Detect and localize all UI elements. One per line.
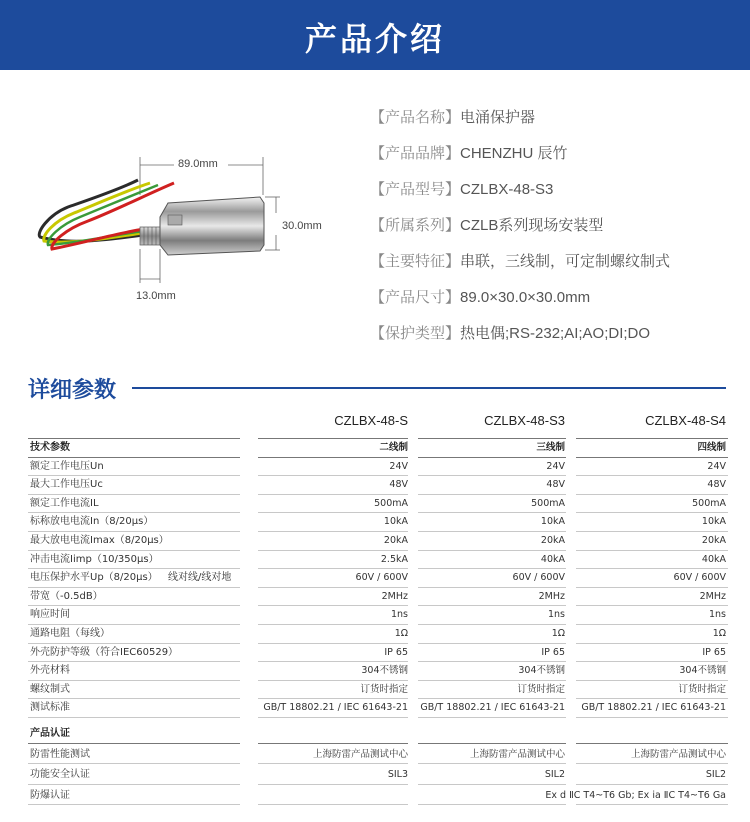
table-rule [28,743,240,744]
table-rule [258,804,408,805]
table-rule [418,743,566,744]
cell-model-3: GB/T 18802.21 / IEC 61643-21 [581,702,726,714]
cell-model-3: 304不锈钢 [679,665,726,677]
table-rule [418,763,566,764]
spec-brand: 【产品品牌】CHENZHU 辰竹 [370,145,568,162]
table-rule [576,743,728,744]
cell-model-2: 500mA [531,497,565,509]
cell-model-3: 40kA [701,553,726,565]
table-row [0,458,750,476]
table-rule [28,717,240,718]
cell-model-3: 20kA [701,535,726,546]
row-label: 响应时间 [30,609,70,621]
cell-model-1: 2MHz [381,590,408,602]
cell-model-2: 20kA [540,535,565,546]
table-row [0,644,750,662]
product-image [28,145,348,320]
cell-model-2: 24V [546,460,565,472]
spec-model: 【产品型号】CZLBX-48-S3 [370,181,554,198]
table-rule [28,763,240,764]
row-label: 最大放电电流Imax（8/20μs） [30,535,169,546]
table-rule [418,717,566,718]
table-row [0,766,750,784]
cell-model-1: 60V / 600V [355,572,408,584]
table-row [0,495,750,513]
cell-model-2: 1ns [547,609,565,621]
row-label: 产品认证 [30,728,70,739]
cell-model-1: 10kA [383,516,408,528]
table-rule [576,763,728,764]
height-dimension: 30.0mm [282,220,322,232]
row-label: 最大工作电压Uc [30,479,103,491]
cell-model-3: 48V [707,479,726,491]
table-row [0,569,750,587]
spec-size: 【产品尺寸】89.0×30.0×30.0mm [370,289,591,306]
row-label: 冲击电流Iimp（10/350μs） [30,553,159,565]
cell-model-2: GB/T 18802.21 / IEC 61643-21 [420,702,565,714]
table-rule [258,717,408,718]
cell-model-1: 20kA [383,535,408,546]
table-rule [576,804,728,805]
cell-model-1: 1Ω [394,628,408,639]
table-row [0,662,750,680]
table-row [0,699,750,717]
table-rule [28,804,240,805]
table-row [0,551,750,569]
cell-model-2: 1Ω [551,628,565,639]
row-label: 额定工作电压Un [30,460,104,472]
row-label: 外壳材料 [30,665,70,677]
cell-model-1: IP 65 [384,646,408,658]
model-header-1: CZLBX-48-S [334,413,408,428]
spec-series: 【所属系列】CZLB系列现场安装型 [370,217,604,234]
row-label: 标称放电电流In（8/20μs） [30,516,154,528]
model-header-2: CZLBX-48-S3 [484,413,565,428]
cell-model-1: 1ns [390,609,408,621]
cell-model-1: 2.5kA [380,553,408,565]
cell-model-1: GB/T 18802.21 / IEC 61643-21 [263,702,408,714]
row-label: 技术参数 [30,442,70,453]
row-label: 外壳防护等级（符合IEC60529） [30,646,179,658]
row-label: 通路电阻（每线） [30,628,110,639]
section-divider [132,387,726,389]
table-row [0,746,750,764]
row-label: 螺纹制式 [30,683,70,695]
cell-model-1: 304不锈钢 [361,665,408,677]
cell-model-3: 24V [707,460,726,472]
cell-model-3: Ex d ⅡC T4~T6 Gb; Ex ia ⅡC T4~T6 Ga [545,789,726,801]
header-banner [0,0,750,70]
table-row [0,625,750,643]
cell-model-2: 304不锈钢 [518,665,565,677]
table-row [0,606,750,624]
cell-model-2: IP 65 [541,646,565,658]
table-row [0,681,750,699]
row-label: 额定工作电流IL [30,497,99,509]
row-label: 带宽（-0.5dB） [30,590,103,602]
cell-model-1: 订货时指定 [360,683,408,695]
cell-model-1: 48V [389,479,408,491]
cell-model-3: 500mA [692,497,726,509]
table-rule [258,763,408,764]
table-rule [418,804,566,805]
spec-protection: 【保护类型】热电偶;RS-232;AI;AO;DI;DO [370,325,651,342]
cell-model-1: 二线制 [379,442,408,453]
cell-model-3: 60V / 600V [673,572,726,584]
spec-features: 【主要特征】串联，三线制，可定制螺纹制式 [370,253,671,270]
table-rule [258,784,408,785]
cell-model-2: 订货时指定 [517,683,565,695]
surge-protector-drawing [28,145,348,320]
cell-model-2: 10kA [540,516,565,528]
table-rule [28,784,240,785]
cell-model-3: 上海防雷产品测试中心 [630,748,726,760]
cell-model-2: 三线制 [536,442,565,453]
table-row [0,787,750,805]
cell-model-3: 订货时指定 [678,683,726,695]
table-row [0,588,750,606]
cell-model-3: 1ns [708,609,726,621]
table-rule [258,743,408,744]
cell-model-2: 2MHz [538,590,565,602]
spec-name: 【产品名称】电涌保护器 [370,109,536,126]
row-label: 电压保护水平Up（8/20μs） [30,572,158,584]
cell-model-3: 2MHz [699,590,726,602]
cell-model-2: 40kA [540,553,565,565]
cell-model-1: 24V [389,460,408,472]
cell-model-3: 10kA [701,516,726,528]
cell-model-2: 上海防雷产品测试中心 [469,748,565,760]
table-header-row [0,439,750,457]
cell-model-1: SIL3 [387,769,408,781]
model-header-3: CZLBX-48-S4 [645,413,726,428]
table-row [0,513,750,531]
row-label: 功能安全认证 [30,769,90,781]
row-label: 测试标准 [30,702,70,714]
row-label: 防雷性能测试 [30,748,90,760]
cell-model-3: SIL2 [705,769,726,781]
section-title: 详细参数 [28,378,117,403]
row-label: 防爆认证 [30,789,70,801]
row-sublabel: 线对线/线对地 [168,572,232,584]
table-rule [418,784,566,785]
cell-model-2: 48V [546,479,565,491]
cell-model-1: 上海防雷产品测试中心 [312,748,408,760]
page-title: 产品介绍 [304,20,445,58]
cell-model-3: IP 65 [702,646,726,658]
length-dimension: 89.0mm [178,158,218,170]
table-rule [576,717,728,718]
thread-dimension: 13.0mm [136,290,176,302]
table-row [0,532,750,550]
cell-model-1: 500mA [374,497,408,509]
table-rule [576,784,728,785]
table-row [0,476,750,494]
cell-model-2: SIL2 [544,769,565,781]
cert-header-row [0,725,750,743]
cell-model-3: 1Ω [712,628,726,639]
cell-model-2: 60V / 600V [512,572,565,584]
cell-model-3: 四线制 [697,442,726,453]
